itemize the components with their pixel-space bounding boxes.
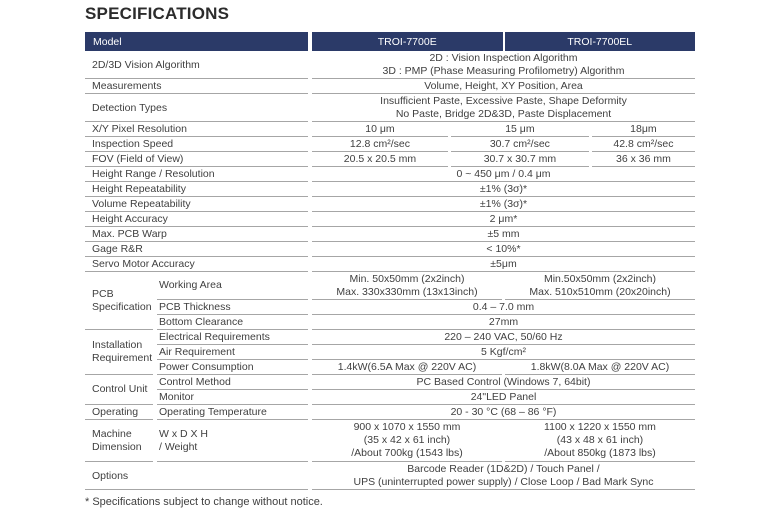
- spec-label: Options: [85, 462, 308, 490]
- spec-value: 20.5 x 20.5 mm: [312, 152, 448, 167]
- spec-label: Measurements: [85, 79, 308, 94]
- header-col-troi-7700el: TROI-7700EL: [505, 32, 696, 51]
- spec-label: Max. PCB Warp: [85, 227, 308, 242]
- spec-value: 1.8kW(8.0A Max @ 220V AC): [505, 360, 695, 375]
- header-model-label: Model: [85, 32, 308, 51]
- spec-value: 30.7 x 30.7 mm: [451, 152, 589, 167]
- spec-value: ±5 mm: [312, 227, 695, 242]
- group-installation-requirement: [85, 330, 695, 375]
- row-fov: [85, 152, 695, 167]
- spec-values: [312, 137, 695, 152]
- spec-label: 2D/3D Vision Algorithm: [85, 51, 308, 79]
- row-operating-temperature: [157, 405, 695, 420]
- group-pcb-specification: [85, 272, 695, 330]
- spec-value: [312, 51, 695, 79]
- row-air-requirement: [157, 345, 695, 360]
- spec-label: Height Accuracy: [85, 212, 308, 227]
- spec-label: Detection Types: [85, 94, 308, 122]
- spec-value-line: 900 x 1070 x 1550 mm: [353, 421, 461, 433]
- spec-value: [312, 272, 502, 300]
- spec-value: [505, 420, 695, 462]
- spec-value: 36 x 36 mm: [592, 152, 695, 167]
- spec-value-line: /About 850kg (1873 lbs): [544, 447, 656, 459]
- row-monitor: [157, 390, 695, 405]
- spec-label: Height Repeatability: [85, 182, 308, 197]
- spec-value: [312, 462, 695, 490]
- spec-label: [157, 420, 308, 462]
- row-dimension-weight: [157, 420, 695, 462]
- group-body: [157, 420, 695, 462]
- spec-values: [312, 122, 695, 137]
- spec-value: 0.4 – 7.0 mm: [312, 300, 695, 315]
- row-measurements: [85, 79, 695, 94]
- group-control-unit: [85, 375, 695, 405]
- spec-label: Volume Repeatability: [85, 197, 308, 212]
- spec-value: 0 ~ 450 μm / 0.4 μm: [312, 167, 695, 182]
- page-title: SPECIFICATIONS: [85, 4, 230, 23]
- spec-value: 30.7 cm²/sec: [451, 137, 589, 152]
- spec-value: [505, 272, 695, 300]
- spec-value-line: 2D : Vision Inspection Algorithm: [429, 51, 578, 64]
- spec-value-line: Min.50x50mm (2x2inch): [543, 272, 657, 285]
- group-label-line: Machine: [92, 427, 132, 440]
- spec-value-line: 3D : PMP (Phase Measuring Profilometry) Algorithm: [382, 64, 625, 77]
- row-working-area: [157, 272, 695, 300]
- spec-label: Power Consumption: [157, 360, 308, 375]
- spec-values: [312, 152, 695, 167]
- row-servo-accuracy: [85, 257, 695, 272]
- spec-label: Air Requirement: [157, 345, 308, 360]
- group-machine-dimension: [85, 420, 695, 462]
- spec-label: Bottom Clearance: [157, 315, 308, 330]
- header-col-troi-7700e: TROI-7700E: [312, 32, 503, 51]
- header-model-columns: [312, 32, 695, 51]
- group-body: [157, 375, 695, 405]
- spec-label: Working Area: [157, 272, 308, 300]
- group-label-line: Requirement: [92, 352, 153, 364]
- spec-value-line: UPS (uninterrupted power supply) / Close Loop / Bad Mark Sync: [353, 475, 654, 488]
- spec-label: Inspection Speed: [85, 137, 308, 152]
- spec-value-line: (35 x 42 x 61 inch): [363, 434, 451, 446]
- table-header-row: [85, 32, 695, 51]
- group-label-line: Dimension: [92, 440, 142, 453]
- spec-value: [312, 420, 502, 462]
- row-height-accuracy: [85, 212, 695, 227]
- spec-values: [312, 272, 695, 300]
- spec-value: 42.8 cm²/sec: [592, 137, 695, 152]
- group-label-line: PCB: [92, 287, 114, 300]
- spec-value: ±5μm: [312, 257, 695, 272]
- spec-values: [312, 420, 695, 462]
- spec-value-line: (43 x 48 x 61 inch): [556, 434, 644, 446]
- spec-value-line: Max. 510x510mm (20x20inch): [529, 285, 671, 298]
- group-label-line: Specification: [92, 300, 152, 313]
- spec-value: PC Based Control (Windows 7, 64bit): [312, 375, 695, 390]
- spec-value: 15 μm: [451, 122, 589, 137]
- row-pcb-warp: [85, 227, 695, 242]
- spec-value: 12.8 cm²/sec: [312, 137, 448, 152]
- row-vision-algorithm: [85, 51, 695, 79]
- spec-label: Height Range / Resolution: [85, 167, 308, 182]
- spec-value: ±1% (3σ)*: [312, 182, 695, 197]
- spec-label-line: W x D X H: [159, 427, 208, 440]
- group-label: [85, 330, 153, 375]
- row-power-consumption: [157, 360, 695, 375]
- row-electrical-requirements: [157, 330, 695, 345]
- spec-value: 10 μm: [312, 122, 448, 137]
- row-gage-rr: [85, 242, 695, 257]
- group-label-line: Installation: [92, 339, 143, 351]
- group-body: [157, 405, 695, 420]
- spec-label: PCB Thickness: [157, 300, 308, 315]
- spec-value-line: Insufficient Paste, Excessive Paste, Shape Deformity: [380, 94, 627, 107]
- spec-value-line: Min. 50x50mm (2x2inch): [349, 272, 465, 285]
- spec-label: Control Method: [157, 375, 308, 390]
- row-pixel-resolution: [85, 122, 695, 137]
- spec-label: X/Y Pixel Resolution: [85, 122, 308, 137]
- group-label: [85, 420, 153, 462]
- spec-value: 18μm: [592, 122, 695, 137]
- spec-value: Volume, Height, XY Position, Area: [312, 79, 695, 94]
- spec-label: Electrical Requirements: [157, 330, 308, 345]
- footnote: * Specifications subject to change without notice.: [85, 496, 323, 508]
- spec-value: 20 - 30 °C (68 – 86 °F): [312, 405, 695, 420]
- spec-value: 1.4kW(6.5A Max @ 220V AC): [312, 360, 502, 375]
- spec-table: [85, 32, 695, 490]
- spec-values: [312, 360, 695, 375]
- spec-value: 5 Kgf/cm²: [312, 345, 695, 360]
- row-inspection-speed: [85, 137, 695, 152]
- spec-label: Servo Motor Accuracy: [85, 257, 308, 272]
- spec-label: Monitor: [157, 390, 308, 405]
- spec-value-line: Barcode Reader (1D&2D) / Touch Panel /: [407, 462, 600, 475]
- group-body: [157, 272, 695, 330]
- group-operating: [85, 405, 695, 420]
- group-label: [85, 272, 153, 330]
- spec-label: Gage R&R: [85, 242, 308, 257]
- row-volume-repeatability: [85, 197, 695, 212]
- spec-value: 24"LED Panel: [312, 390, 695, 405]
- row-bottom-clearance: [157, 315, 695, 330]
- spec-label-line: / Weight: [159, 440, 198, 453]
- spec-label: FOV (Field of View): [85, 152, 308, 167]
- spec-value-line: 1100 x 1220 x 1550 mm: [544, 421, 656, 433]
- group-label: Operating: [85, 405, 153, 420]
- row-pcb-thickness: [157, 300, 695, 315]
- group-label: Control Unit: [85, 375, 153, 405]
- spec-value: ±1% (3σ)*: [312, 197, 695, 212]
- spec-value: [312, 94, 695, 122]
- spec-value-line: Max. 330x330mm (13x13inch): [336, 285, 478, 298]
- row-detection-types: [85, 94, 695, 122]
- spec-value-line: /About 700kg (1543 lbs): [351, 447, 463, 459]
- spec-value: 27mm: [312, 315, 695, 330]
- row-height-range: [85, 167, 695, 182]
- row-control-method: [157, 375, 695, 390]
- group-body: [157, 330, 695, 375]
- spec-value-line: No Paste, Bridge 2D&3D, Paste Displacement: [395, 107, 612, 120]
- spec-value: 2 μm*: [312, 212, 695, 227]
- spec-value: < 10%*: [312, 242, 695, 257]
- row-height-repeatability: [85, 182, 695, 197]
- spec-value: 220 – 240 VAC, 50/60 Hz: [312, 330, 695, 345]
- spec-sheet: [85, 4, 695, 508]
- row-options: [85, 462, 695, 490]
- spec-label: Operating Temperature: [157, 405, 308, 420]
